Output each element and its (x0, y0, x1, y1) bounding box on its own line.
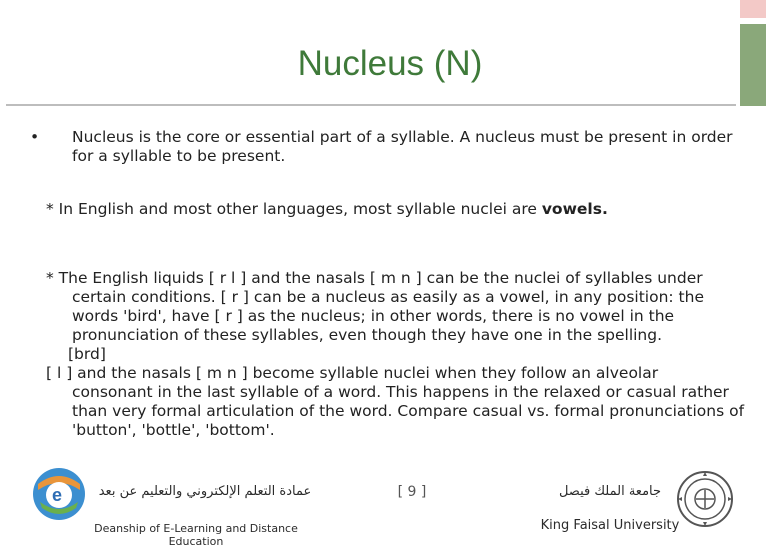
deanship-arabic: عمادة التعلم الإلكتروني والتعليم عن بعد (98, 484, 312, 499)
laterals-continuation: consonant in the last syllable of a word. This happens in the relaxed or casual rather than very formal articulation of the word. Compare casual vs. formal pronunciations of 'button', 'bottle', 'bottom'. (72, 383, 745, 439)
vowels-bold: vowels. (541, 200, 608, 218)
title-divider (6, 104, 736, 106)
top-pink-band (740, 0, 766, 18)
e-learning-globe-icon (30, 464, 88, 524)
vowels-text: * In English and most other languages, most syllable nuclei are (46, 200, 542, 218)
deanship-english: Deanship of E-Learning and Distance Education (94, 522, 298, 548)
university-seal-icon (676, 470, 734, 528)
ipa-transcription: [brd] (68, 345, 106, 363)
laterals-line1: [ l ] and the nasals [ m n ] become syllable nuclei when they follow an alveolar (46, 364, 659, 382)
bullet-text: Nucleus is the core or essential part of a syllable. A nucleus must be present in order for a syllable to be present. (72, 128, 733, 165)
university-english: King Faisal University (540, 518, 680, 533)
slide-footer (0, 462, 780, 548)
svg-text:e: e (52, 485, 63, 505)
liquids-line1: * The English liquids [ r l ] and the nasals [ m n ] can be the nuclei of syllables under (46, 269, 703, 287)
liquids-continuation: certain conditions. [ r ] can be a nucleus as easily as a vowel, in any position: the words 'bird', have [ r ] as the nucleus; in other words, there is no vowel in the pronunciation of these syllables, even though they have one in the spelling. (72, 288, 704, 344)
liquids-paragraph (46, 269, 746, 440)
vowels-paragraph (46, 200, 746, 219)
bullet-marker: • (30, 128, 40, 146)
page-number: [ 9 ] (397, 484, 427, 500)
slide-title: Nucleus (N) (297, 44, 483, 83)
university-arabic: جامعة الملك فيصل (558, 484, 662, 499)
